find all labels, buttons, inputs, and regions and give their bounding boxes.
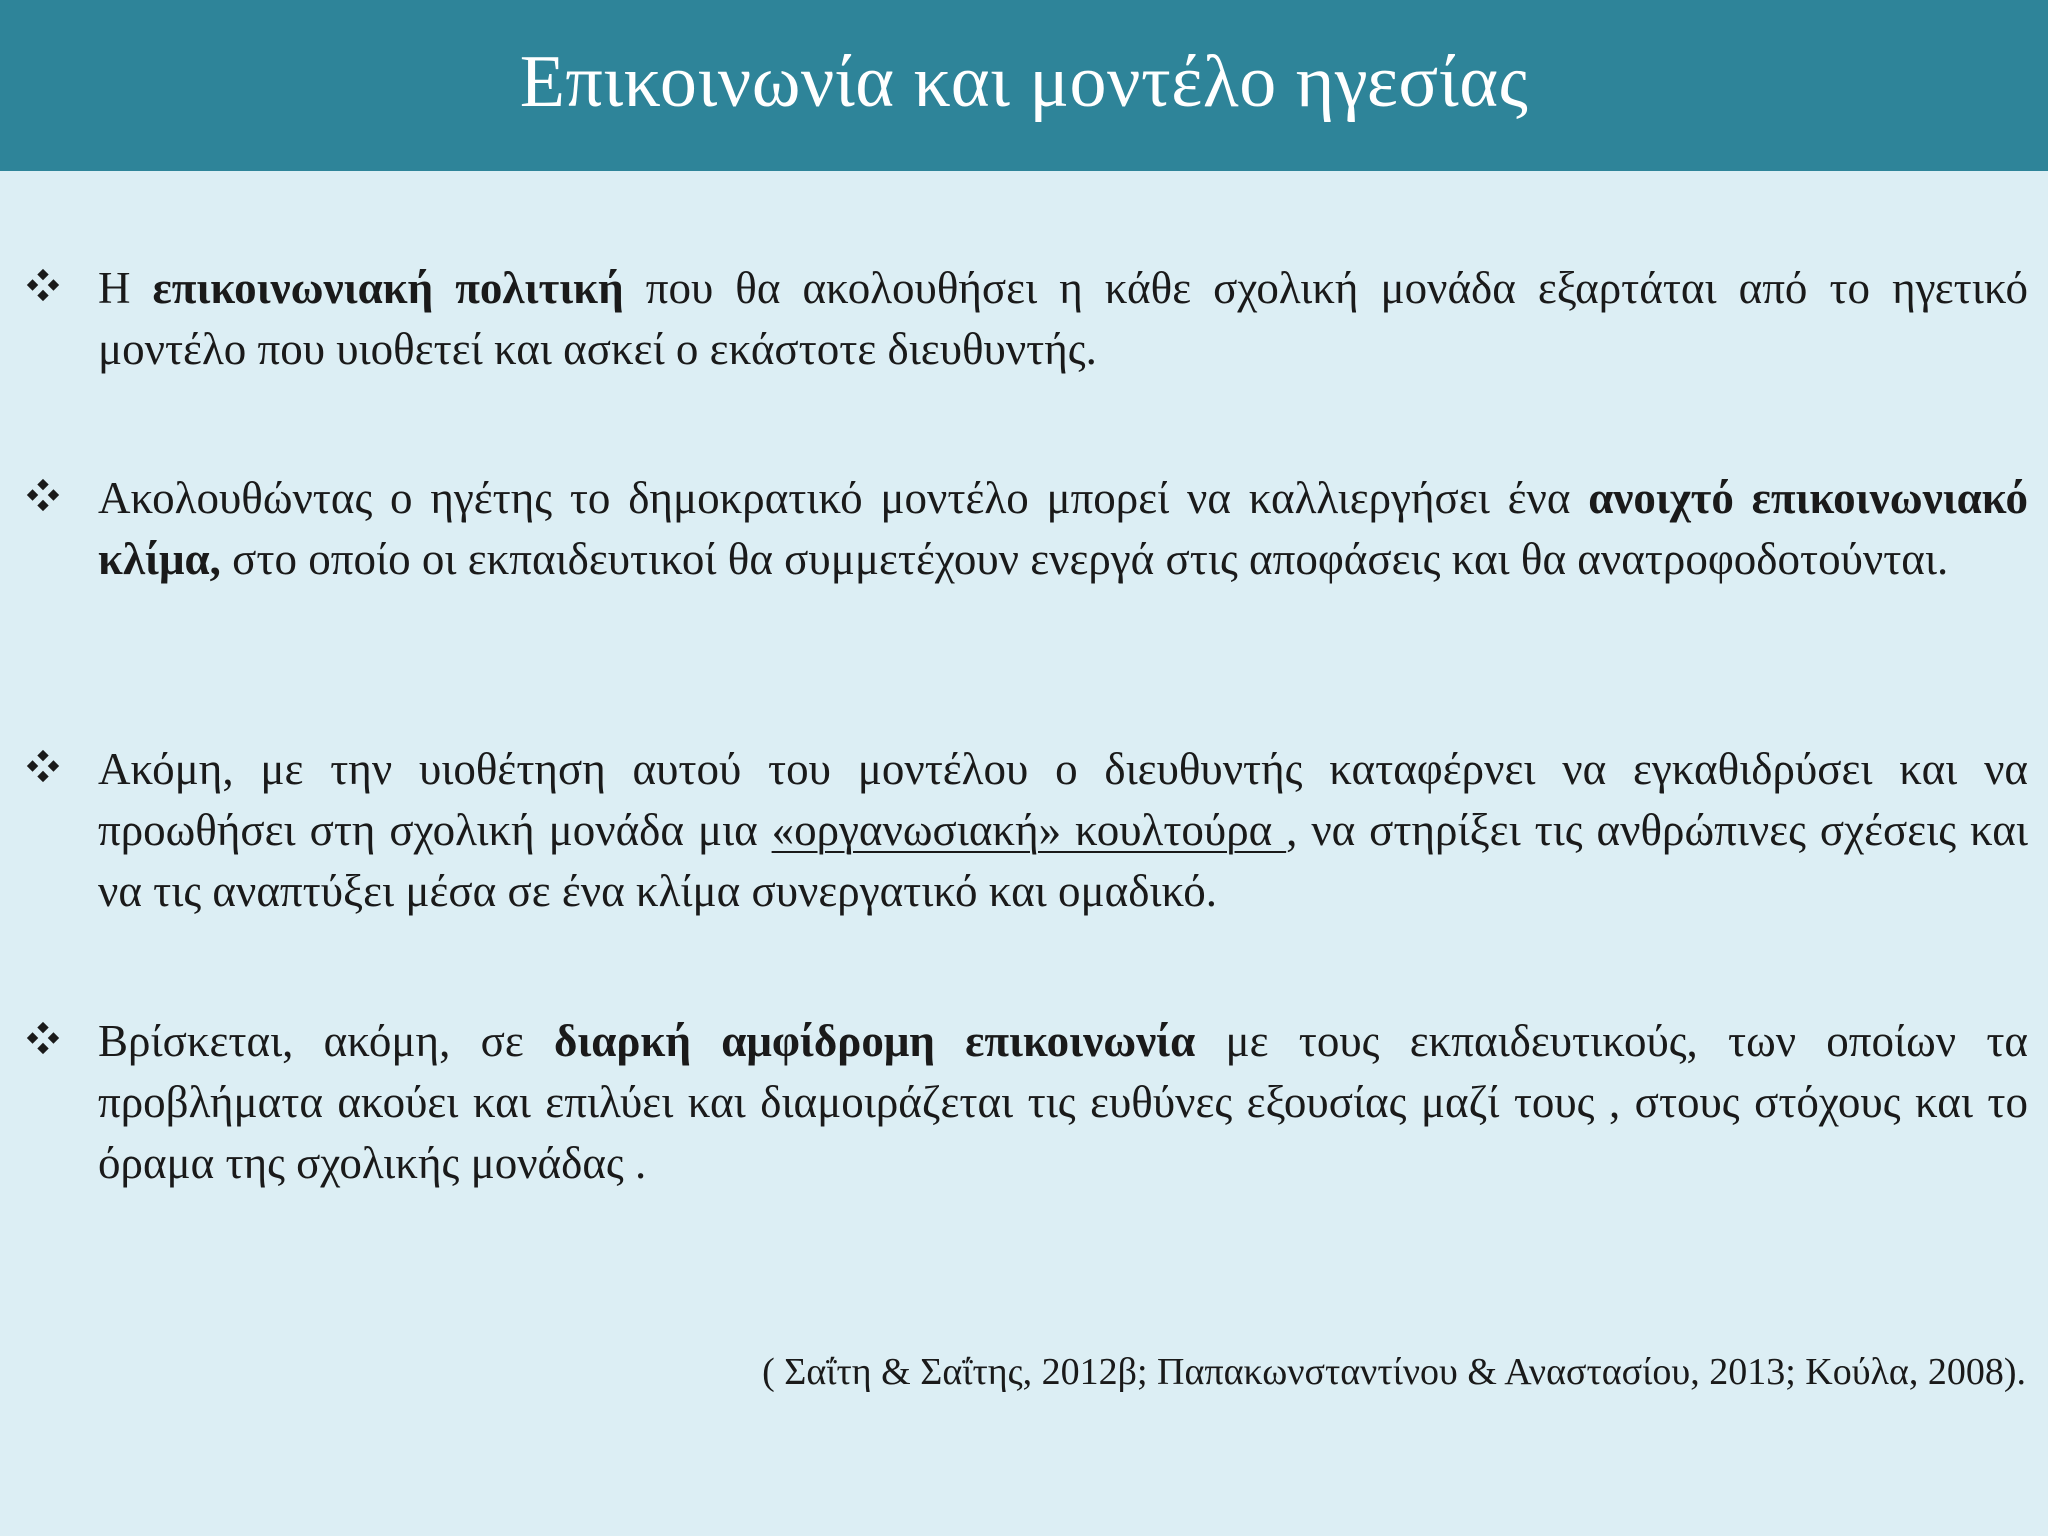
bullet-text-part: που θα ακολουθήσει η κάθε σχολική μονάδα εξαρτάται από το ηγετικό μοντέλο που υιοθετεί και ασκεί ο εκάστοτε διευθυντής. <box>98 263 2029 374</box>
bullet-bold-phrase: ανοιχτό επικοινωνιακό κλίμα, <box>98 473 2028 584</box>
bullet-text-part: Ακολουθώντας ο ηγέτης το δημοκρατικό μοντέλο μπορεί να καλλιεργήσει ένα <box>98 473 1589 523</box>
slide-title: Επικοινωνία και μοντέλο ηγεσίας <box>519 41 1529 123</box>
bullet-text-part: Η <box>98 263 153 313</box>
bullet-text <box>98 258 2028 380</box>
bullet-bold-phrase: διαρκή αμφίδρομη επικοινωνία <box>553 1016 1196 1066</box>
bullet-text-part: Βρίσκεται, ακόμη, σε <box>98 1016 554 1066</box>
bullet-text-part: Ακόμη, με την υιοθέτηση αυτού του μοντέλου ο διευθυντής καταφέρνει να εγκαθιδρύσει και να προωθήσει στη σχολική μονάδα μια <box>98 744 2028 855</box>
underlined-term: «οργανωσιακή» κουλτούρα <box>771 805 1287 855</box>
citation: ( Σαΐτη & Σαΐτης, 2012β; Παπακωνσταντίνου & Αναστασίου, 2013; Κούλα, 2008). <box>762 1351 2026 1393</box>
diamond-bullet-icon <box>24 476 62 514</box>
bullet-text-part: με τους εκπαιδευτικούς, των οποίων τα προβλήματα ακούει και επιλύει και διαμοιράζεται τις ευθύνες εξουσίας μαζί τους , στους στόχους και το όραμα της σχολικής μονάδας . <box>98 1016 2028 1188</box>
diamond-bullet-icon <box>24 266 62 304</box>
bullet-bold-phrase: επικοινωνιακή πολιτική <box>152 263 624 313</box>
bullet-text-part: στο οποίο οι εκπαιδευτικοί θα συμμετέχουν ενεργά στις αποφάσεις και θα ανατροφοδοτούνται. <box>220 534 1949 584</box>
bullet-text-part: , να στηρίξει τις ανθρώπινες σχέσεις και να τις αναπτύξει μέσα σε ένα κλίμα συνεργατικό και ομαδικό. <box>98 805 2028 916</box>
bullet-text <box>98 468 2028 590</box>
bullet-text <box>98 1011 2028 1194</box>
bullet-text <box>98 739 2028 922</box>
diamond-bullet-icon <box>24 1019 62 1057</box>
title-bar <box>0 0 2048 171</box>
diamond-bullet-icon <box>24 747 62 785</box>
